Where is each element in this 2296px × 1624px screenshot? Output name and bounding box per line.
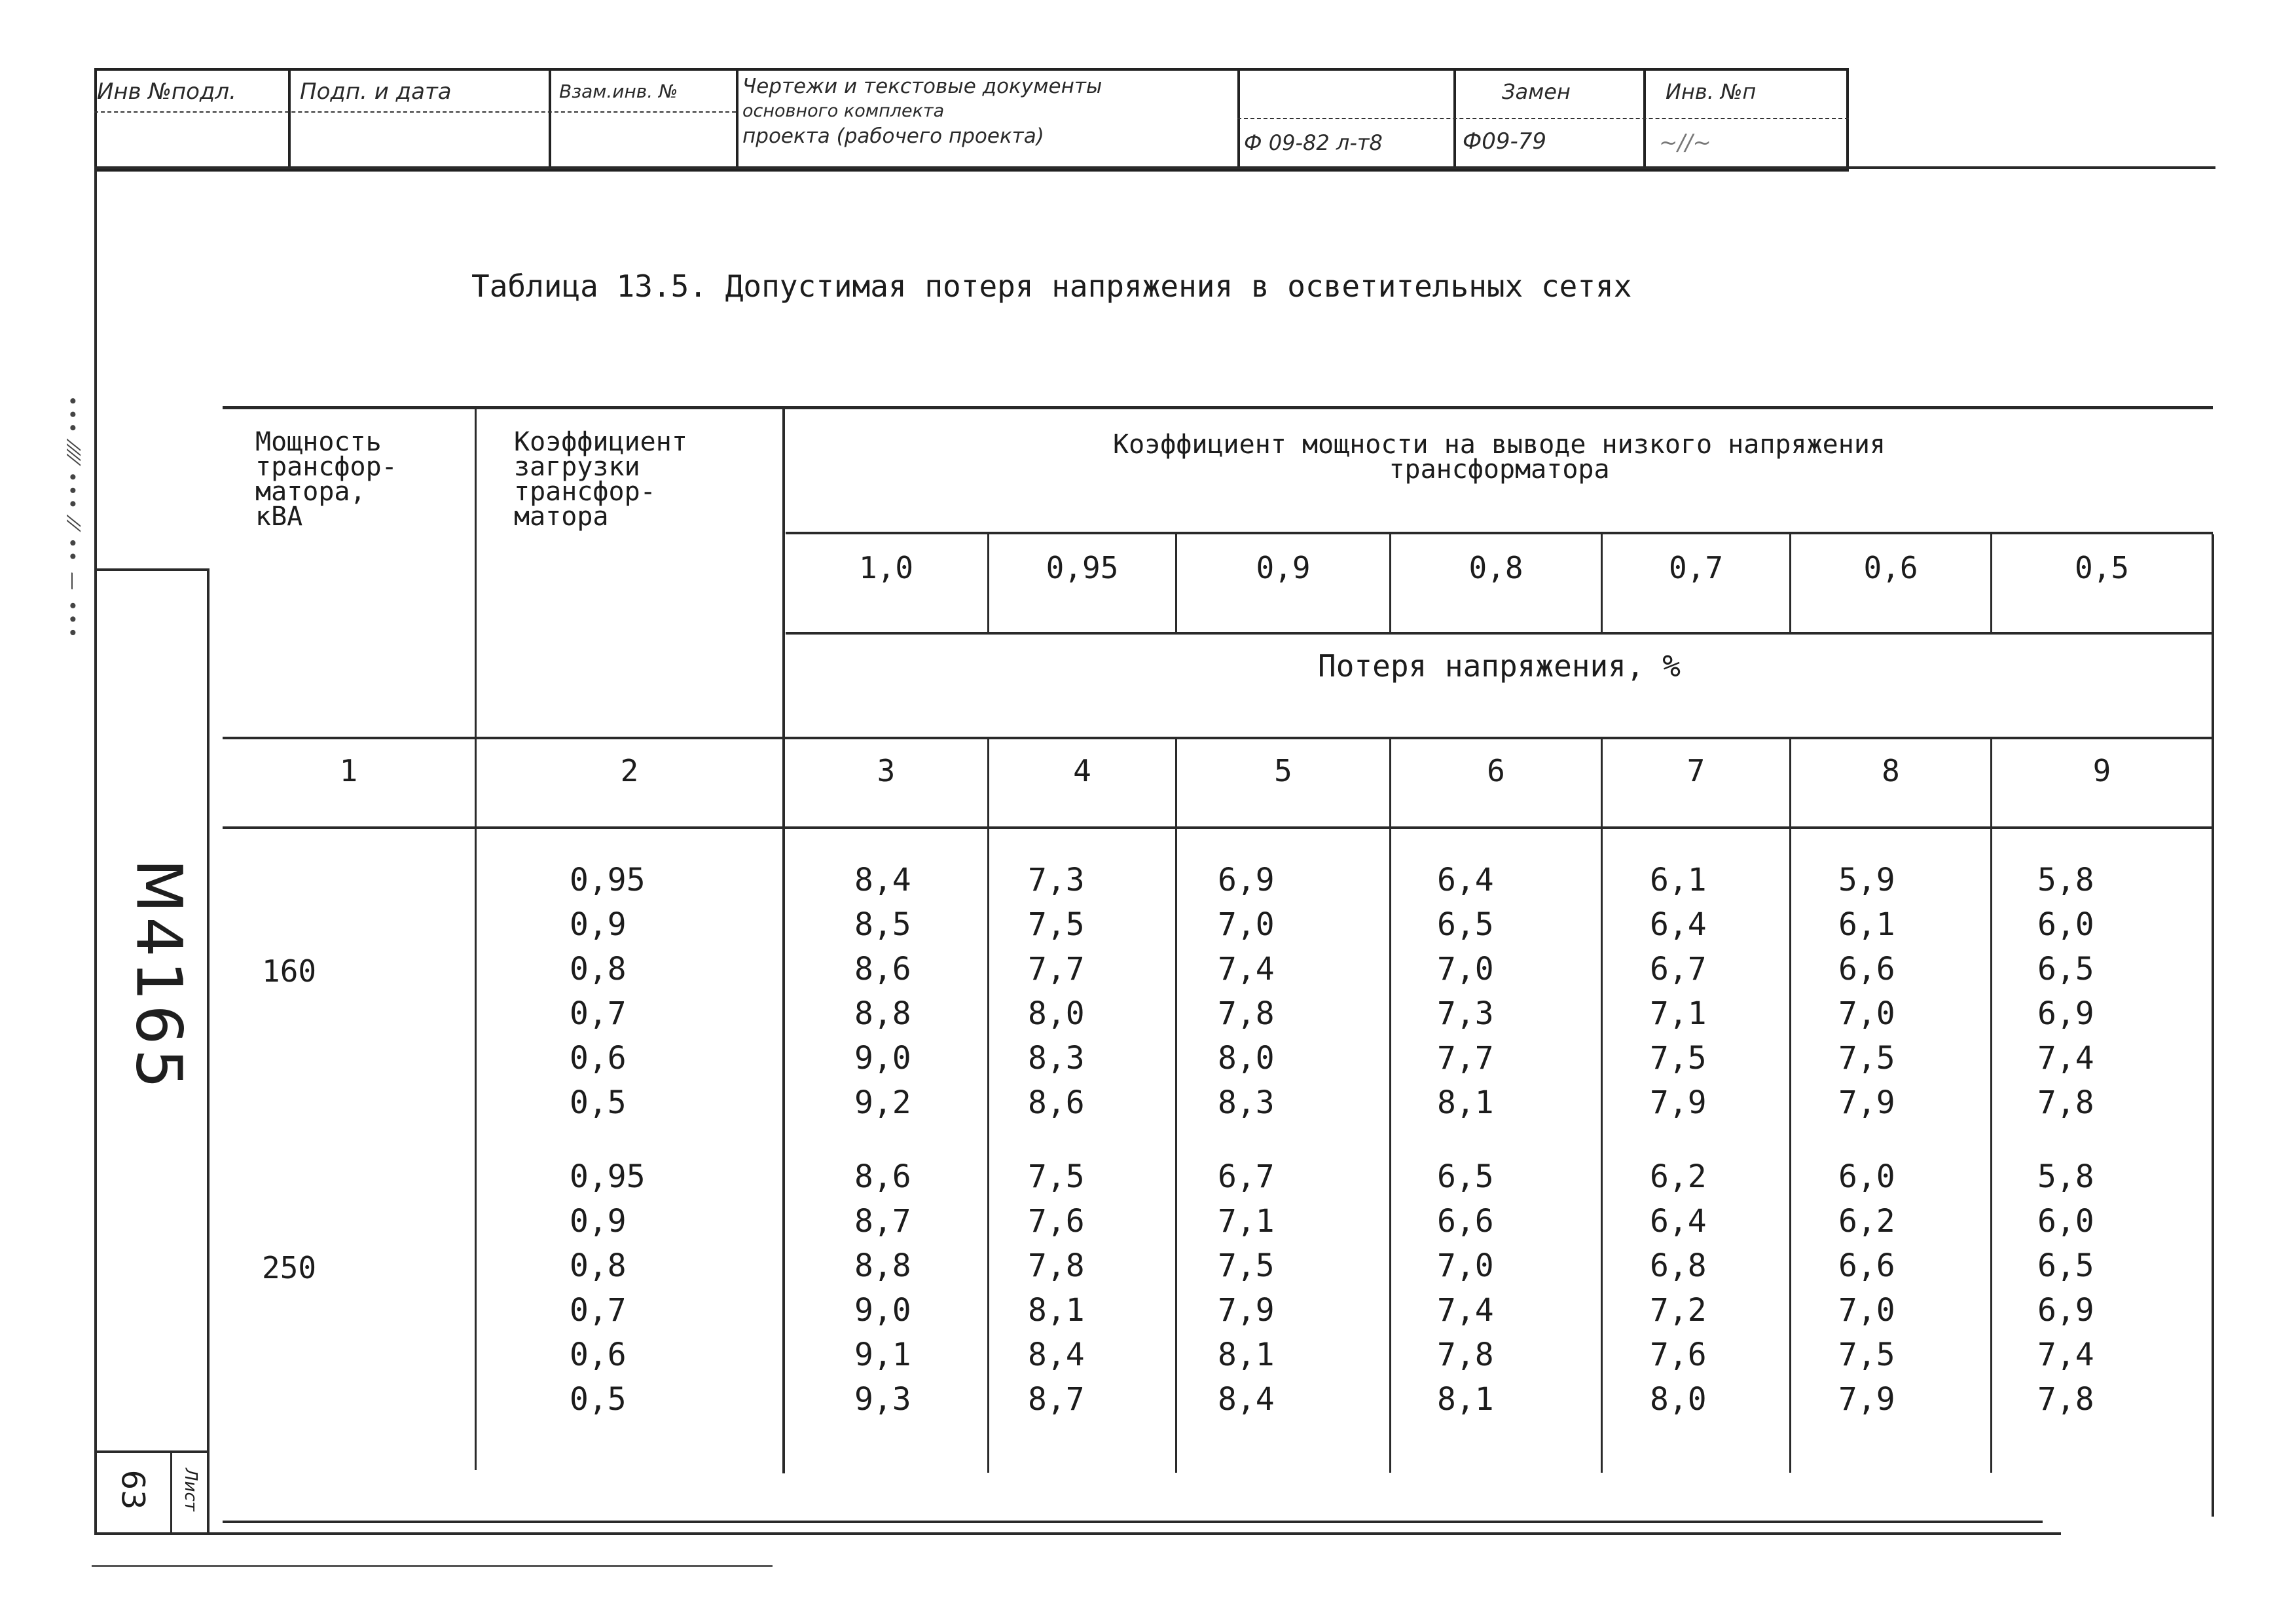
voltage-loss-cell: 6,9 [1218,862,1275,898]
voltage-loss-cell: 7,4 [2037,1337,2094,1373]
voltage-loss-cell: 7,6 [1650,1337,1707,1373]
voltage-loss-cell: 6,7 [1218,1158,1275,1195]
voltage-loss-cell: 7,0 [1437,951,1494,987]
margin-handwriting: ∙∙∙ ⁄⁄⁄⁄ ∙∙∙ ⁄⁄ ∙∙ — ∙∙∙ [62,394,84,640]
load-factor-cell: 0,7 [570,995,627,1032]
table-colnum-bottom-line [223,826,2213,829]
power-factor-header: 0,6 [1863,550,1918,585]
voltage-loss-cell: 7,3 [1028,862,1085,898]
voltage-loss-cell: 7,5 [1650,1040,1707,1077]
power-factor-header: 0,9 [1256,550,1311,585]
voltage-loss-cell: 7,4 [1218,951,1275,987]
load-factor-cell: 0,8 [570,951,627,987]
voltage-loss-cell: 6,5 [1437,906,1494,943]
voltage-loss-cell: 6,1 [1838,906,1895,943]
table-title: Таблица 13.5. Допустимая потеря напряжения в осветительных сетях [471,268,1632,304]
voltage-loss-cell: 8,0 [1218,1040,1275,1077]
voltage-loss-cell: 7,6 [1028,1203,1085,1240]
voltage-loss-cell: 7,8 [1437,1337,1494,1373]
voltage-loss-cell: 8,0 [1650,1381,1707,1418]
table-top-border [223,406,2213,409]
voltage-loss-cell: 7,0 [1437,1247,1494,1284]
voltage-loss-cell: 6,8 [1650,1247,1707,1284]
voltage-loss-cell: 7,8 [2037,1084,2094,1121]
voltage-loss-cell: 7,0 [1218,906,1275,943]
sheet-label: Лист [181,1468,201,1511]
column-number: 4 [1073,753,1091,788]
voltage-loss-cell: 8,8 [854,995,911,1032]
stamp-label-sheet: Инв. №п [1666,79,1757,104]
document-code: М4165 [122,858,196,1093]
title-block-stamp [94,68,1849,172]
voltage-loss-cell: 8,3 [1218,1084,1275,1121]
stamp-label-form1: Ф 09-82 л-т8 [1244,130,1383,155]
voltage-loss-cell: 6,1 [1650,862,1707,898]
voltage-loss-cell: 5,8 [2037,1158,2094,1195]
voltage-loss-cell: 8,0 [1028,995,1085,1032]
power-factor-header: 0,95 [1046,550,1119,585]
voltage-loss-cell: 8,1 [1028,1292,1085,1329]
voltage-loss-cell: 6,4 [1650,1203,1707,1240]
load-factor-cell: 0,5 [570,1381,627,1418]
header-voltage-loss: Потеря напряжения, % [1318,648,1681,684]
table-bottom-border [223,1521,2043,1523]
voltage-loss-cell: 6,4 [1650,906,1707,943]
voltage-loss-cell: 6,6 [1838,951,1895,987]
voltage-loss-cell: 7,0 [1838,1292,1895,1329]
voltage-loss-cell: 8,1 [1218,1337,1275,1373]
voltage-loss-cell: 7,9 [1218,1292,1275,1329]
voltage-loss-cell: 6,5 [1437,1158,1494,1195]
voltage-loss-cell: 9,0 [854,1292,911,1329]
voltage-loss-cell: 5,8 [2037,862,2094,898]
vline-col5 [1175,739,1177,1473]
voltage-loss-cell: 7,5 [1838,1040,1895,1077]
voltage-loss-cell: 7,4 [1437,1292,1494,1329]
table-pf-bottom-line [786,632,2213,635]
load-factor-cell: 0,95 [570,1158,646,1195]
stamp-label-docs-line2: основного комплекта [742,101,945,121]
header-col2-load: Коэффициент загрузки трансфор- матора [514,427,687,532]
voltage-loss-cell: 6,6 [1437,1203,1494,1240]
power-factor-header: 0,8 [1468,550,1523,585]
voltage-loss-cell: 8,4 [854,862,911,898]
column-number: 2 [620,753,639,788]
vline-col6 [1389,739,1391,1473]
column-number: 3 [877,753,896,788]
voltage-loss-cell: 6,0 [1838,1158,1895,1195]
voltage-loss-cell: 5,9 [1838,862,1895,898]
voltage-loss-cell: 7,9 [1838,1084,1895,1121]
page-number: 63 [114,1469,151,1510]
stamp-signature: ~∕∕~ [1659,130,1711,156]
load-factor-cell: 0,9 [570,1203,627,1240]
voltage-loss-cell: 9,1 [854,1337,911,1373]
vline-col4 [987,739,989,1473]
voltage-loss-cell: 6,6 [1838,1247,1895,1284]
header-col1-power: Мощность трансфор- матора, кВА [255,427,397,532]
stamp-label-docs-line1: Чертежи и текстовые документы [742,75,1102,98]
voltage-loss-cell: 7,5 [1028,1158,1085,1195]
voltage-loss-cell: 8,4 [1028,1337,1085,1373]
stamp-label-form2: Ф09-79 [1463,128,1547,155]
power-factor-header: 0,5 [2074,550,2130,585]
voltage-loss-cell: 6,5 [2037,1247,2094,1284]
voltage-loss-cell: 7,9 [1650,1084,1707,1121]
voltage-loss-cell: 7,3 [1437,995,1494,1032]
voltage-loss-cell: 8,7 [854,1203,911,1240]
column-number: 8 [1882,753,1900,788]
voltage-loss-cell: 7,8 [2037,1381,2094,1418]
power-factor-header: 1,0 [858,550,914,585]
voltage-loss-cell: 8,5 [854,906,911,943]
voltage-loss-cell: 7,7 [1437,1040,1494,1077]
column-number: 1 [339,753,358,788]
vline-col9 [1990,739,1992,1473]
voltage-loss-cell: 7,0 [1838,995,1895,1032]
transformer-power: 250 [262,1250,317,1285]
header-power-factor-title: Коэффициент мощности на выводе низкого напряжения трансформатора [1112,430,1886,485]
voltage-loss-cell: 6,0 [2037,906,2094,943]
voltage-loss-cell: 8,6 [854,951,911,987]
stamp-label-sign: Подп. и дата [300,79,452,105]
voltage-loss-cell: 8,6 [1028,1084,1085,1121]
voltage-loss-cell: 6,4 [1437,862,1494,898]
voltage-loss-cell: 6,9 [2037,995,2094,1032]
voltage-loss-cell: 9,0 [854,1040,911,1077]
voltage-loss-cell: 8,4 [1218,1381,1275,1418]
vline-col8 [1789,739,1791,1473]
voltage-loss-cell: 9,2 [854,1084,911,1121]
table-header-bottom-line [223,737,2213,739]
voltage-loss-cell: 8,1 [1437,1084,1494,1121]
column-number: 9 [2092,753,2111,788]
voltage-loss-cell: 6,0 [2037,1203,2094,1240]
voltage-loss-cell: 8,8 [854,1247,911,1284]
voltage-loss-cell: 9,3 [854,1381,911,1418]
load-factor-cell: 0,6 [570,1040,627,1077]
voltage-loss-cell: 7,8 [1028,1247,1085,1284]
voltage-loss-cell: 8,7 [1028,1381,1085,1418]
side-block-top [97,568,208,571]
voltage-loss-cell: 7,2 [1650,1292,1707,1329]
transformer-power: 160 [262,953,317,989]
stamp-label-inv: Инв №подл. [97,79,236,105]
frame-bottom-line [97,1532,2061,1535]
voltage-loss-cell: 7,1 [1650,995,1707,1032]
load-factor-cell: 0,95 [570,862,646,898]
power-factor-header: 0,7 [1668,550,1724,585]
voltage-loss-cell: 7,5 [1028,906,1085,943]
load-factor-cell: 0,5 [570,1084,627,1121]
load-factor-cell: 0,6 [570,1337,627,1373]
voltage-loss-cell: 7,9 [1838,1381,1895,1418]
column-number: 5 [1274,753,1292,788]
voltage-loss-cell: 7,4 [2037,1040,2094,1077]
frame-top-line [94,166,2215,169]
voltage-loss-cell: 7,7 [1028,951,1085,987]
load-factor-cell: 0,8 [570,1247,627,1284]
voltage-loss-cell: 8,3 [1028,1040,1085,1077]
frame-lower-stroke [92,1565,773,1567]
load-factor-cell: 0,9 [570,906,627,943]
voltage-loss-cell: 7,5 [1218,1247,1275,1284]
voltage-loss-cell: 6,7 [1650,951,1707,987]
voltage-loss-cell: 7,5 [1838,1337,1895,1373]
voltage-loss-cell: 7,1 [1218,1203,1275,1240]
vline-col7 [1601,739,1603,1473]
table-header-sub-line [786,532,2213,534]
voltage-loss-cell: 6,9 [2037,1292,2094,1329]
voltage-loss-cell: 6,2 [1838,1203,1895,1240]
column-number: 6 [1487,753,1505,788]
voltage-loss-cell: 7,8 [1218,995,1275,1032]
voltage-loss-cell: 6,2 [1650,1158,1707,1195]
stamp-label-replace: Взам.инв. № [559,81,678,102]
load-factor-cell: 0,7 [570,1292,627,1329]
voltage-loss-cell: 8,6 [854,1158,911,1195]
column-number: 7 [1686,753,1705,788]
voltage-loss-cell: 6,5 [2037,951,2094,987]
stamp-label-zamen: Замен [1502,79,1571,104]
voltage-loss-cell: 8,1 [1437,1381,1494,1418]
vline-col2 [475,409,477,1470]
stamp-label-docs-line3: проекта (рабочего проекта) [742,124,1044,148]
